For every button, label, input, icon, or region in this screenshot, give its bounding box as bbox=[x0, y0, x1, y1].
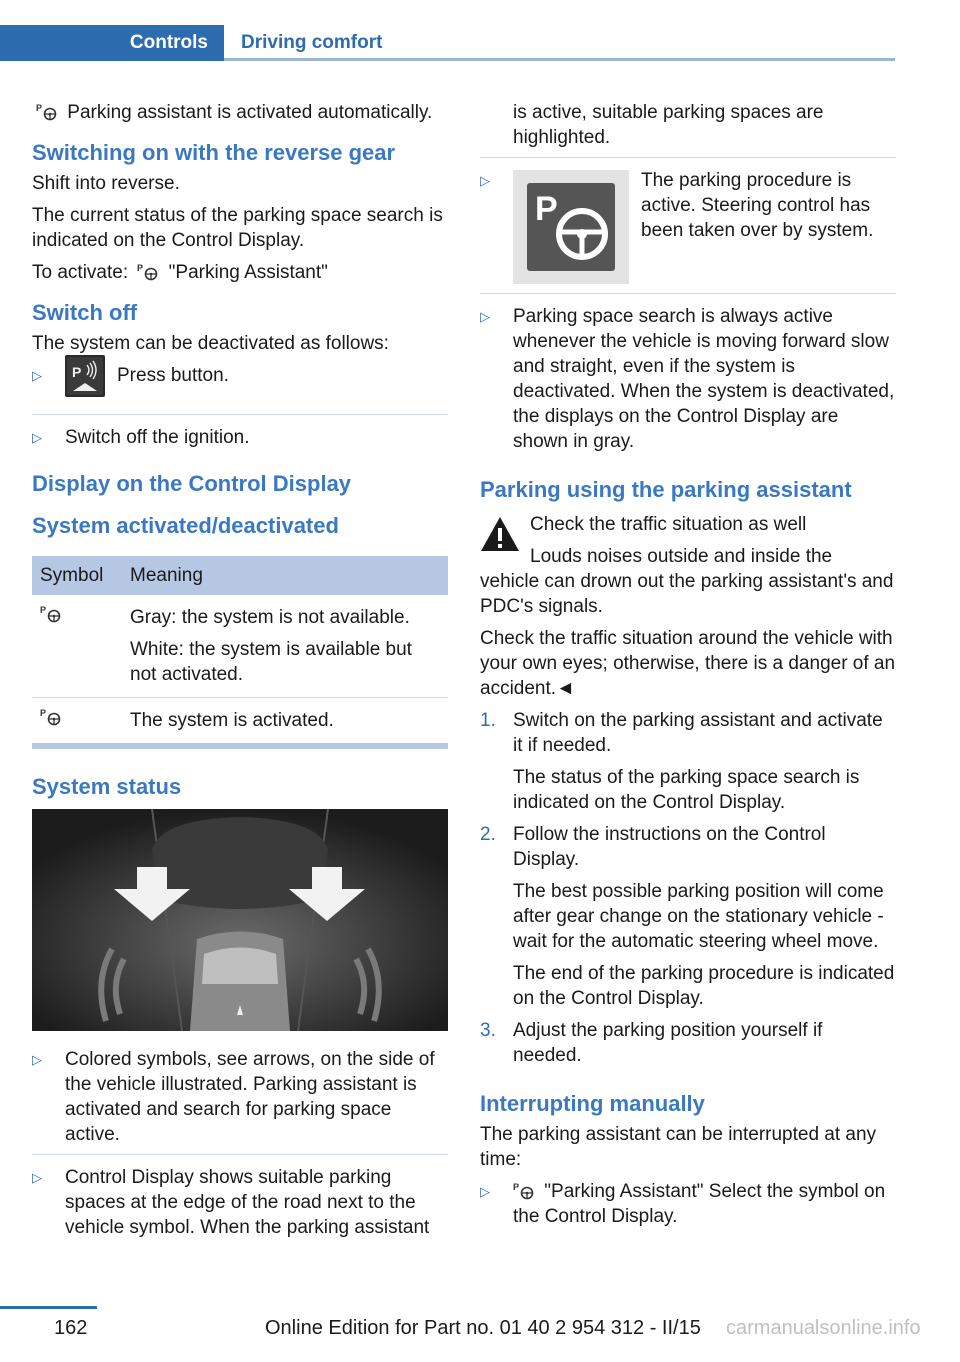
bullet-parking-search bbox=[480, 304, 896, 454]
heading-switch-off: Switch off bbox=[32, 300, 138, 325]
bullet-procedure-active bbox=[480, 168, 896, 286]
warning-block bbox=[480, 512, 896, 537]
warning-triangle-icon bbox=[480, 516, 520, 552]
parking-procedure-icon bbox=[513, 170, 629, 284]
divider bbox=[32, 414, 448, 415]
activate-menu-item: "Parking Assistant" bbox=[168, 262, 328, 283]
parking-assistant-icon[interactable] bbox=[513, 1182, 535, 1200]
tab-controls[interactable]: Controls bbox=[0, 25, 224, 61]
parking-assistant-active-icon bbox=[40, 708, 62, 726]
svg-text:P: P bbox=[137, 263, 144, 273]
svg-text:P: P bbox=[72, 364, 82, 380]
meaning-gray: Gray: the system is not available. bbox=[130, 607, 410, 628]
activate-line bbox=[32, 260, 448, 285]
system-status-image bbox=[32, 809, 448, 1031]
bullet-triangle-icon: ▷ bbox=[480, 309, 490, 324]
parking-assistant-icon bbox=[36, 103, 58, 121]
heading-system-activated: System activated/deactivated bbox=[32, 513, 339, 538]
step-text: Adjust the parking position yourself if needed. bbox=[513, 1020, 823, 1066]
step-number: 1. bbox=[480, 710, 496, 731]
list-item bbox=[480, 822, 896, 1011]
warning-text-1: Louds noises outside and inside the vehicle can drown out the parking assistant's and PDC's signals. bbox=[480, 546, 894, 617]
step-text: Follow the instructions on the Control Display. bbox=[513, 824, 826, 870]
heading-system-status: System status bbox=[32, 774, 182, 799]
heading-interrupting: Interrupting manually bbox=[480, 1091, 705, 1116]
parking-assistant-icon[interactable] bbox=[137, 263, 159, 281]
footer-edition: Online Edition for Part no. 01 40 2 954 312 - II/15 bbox=[265, 1317, 701, 1339]
interrupt-text: The parking assistant can be interrupted at any time: bbox=[480, 1124, 877, 1170]
divider bbox=[32, 1154, 448, 1155]
tab-driving-comfort[interactable]: Driving comfort bbox=[241, 32, 383, 53]
list-item bbox=[480, 708, 896, 815]
table-cell-meaning bbox=[122, 595, 448, 698]
bullet-select-symbol bbox=[480, 1179, 896, 1229]
table-row bbox=[32, 698, 448, 747]
table-cell-meaning: The system is activated. bbox=[122, 698, 448, 747]
watermark: carmanualsonline.info bbox=[726, 1317, 921, 1339]
step-subtext: The end of the parking procedure is indicated on the Control Display. bbox=[513, 963, 895, 1009]
status-text: The current status of the parking space search is indicated on the Control Display. bbox=[32, 205, 443, 251]
right-column bbox=[480, 100, 896, 1236]
table-row bbox=[32, 595, 448, 698]
step-subtext: The best possible parking position will come after gear change on the stationary vehicle - wait for the automatic steering wheel move. bbox=[513, 881, 884, 952]
bullet-control-display bbox=[32, 1165, 448, 1240]
step-subtext: The status of the parking space search is indicated on the Control Display. bbox=[513, 767, 860, 813]
press-button-text: Press button. bbox=[117, 365, 229, 386]
page-number: 162 bbox=[54, 1317, 88, 1339]
svg-text:P: P bbox=[40, 708, 47, 718]
deactivate-text: The system can be deactivated as follows: bbox=[32, 333, 389, 354]
parking-assistant-gray-icon bbox=[40, 605, 62, 623]
symbol-table bbox=[32, 556, 448, 749]
select-symbol-text: "Parking Assistant" Select the symbol on the Control Display. bbox=[513, 1181, 886, 1227]
bullet-triangle-icon: ▷ bbox=[32, 430, 42, 445]
step-number: 3. bbox=[480, 1020, 496, 1041]
procedure-text: The parking procedure is active. Steering control has been taken over by system. bbox=[641, 170, 874, 241]
step-number: 2. bbox=[480, 824, 496, 845]
control-display-text: Control Display shows suitable parking spaces at the edge of the road next to the vehicle symbol. When the parking assistant bbox=[65, 1167, 430, 1238]
warning-title: Check the traffic situation as well bbox=[530, 514, 807, 535]
heading-parking-using: Parking using the parking assistant bbox=[480, 477, 852, 502]
heading-reverse-gear: Switching on with the reverse gear bbox=[32, 140, 396, 165]
list-item bbox=[480, 1018, 896, 1068]
bullet-triangle-icon: ▷ bbox=[32, 368, 42, 383]
svg-text:P: P bbox=[36, 103, 43, 113]
intro-line bbox=[32, 100, 448, 125]
table-header-meaning: Meaning bbox=[122, 556, 448, 595]
bullet-triangle-icon: ▷ bbox=[32, 1170, 42, 1185]
divider bbox=[480, 293, 896, 294]
meaning-white: White: the system is available but not activated. bbox=[130, 639, 412, 685]
activate-prefix: To activate: bbox=[32, 262, 129, 283]
svg-text:P: P bbox=[513, 1182, 520, 1192]
bullet-colored-symbols bbox=[32, 1047, 448, 1147]
divider bbox=[480, 157, 896, 158]
header-tabbar bbox=[0, 25, 895, 61]
parking-search-text: Parking space search is always active whenever the vehicle is moving forward slow and straight, even if the system is deactivated. When the system is deactivated, the displays on the Control Display are shown in gray. bbox=[513, 306, 895, 452]
continuation-text: is active, suitable parking spaces are highlighted. bbox=[513, 102, 824, 148]
bullet-ignition bbox=[32, 425, 448, 450]
warning-text-2: Check the traffic situation around the vehicle with your own eyes; otherwise, there is a danger of an accident.◄ bbox=[480, 628, 896, 699]
heading-control-display: Display on the Control Display bbox=[32, 471, 352, 496]
svg-text:P: P bbox=[40, 605, 47, 615]
step-text: Switch on the parking assistant and activate it if needed. bbox=[513, 710, 883, 756]
svg-text:P: P bbox=[535, 190, 558, 228]
left-column bbox=[32, 100, 448, 1247]
footer-rule bbox=[0, 1306, 97, 1309]
bullet-press-button bbox=[32, 363, 448, 407]
colored-symbols-text: Colored symbols, see arrows, on the side of the vehicle illustrated. Parking assistant is activated and search for parking space active. bbox=[65, 1049, 435, 1145]
table-cell-symbol bbox=[32, 698, 122, 747]
table-cell-symbol bbox=[32, 595, 122, 698]
table-header-symbol: Symbol bbox=[32, 556, 122, 595]
bullet-triangle-icon: ▷ bbox=[32, 1052, 42, 1067]
ignition-text: Switch off the ignition. bbox=[65, 427, 250, 448]
bullet-triangle-icon: ▷ bbox=[480, 1184, 490, 1199]
parking-button-icon bbox=[65, 355, 105, 397]
shift-text: Shift into reverse. bbox=[32, 173, 180, 194]
bullet-triangle-icon: ▷ bbox=[480, 173, 490, 188]
intro-text: Parking assistant is activated automatically. bbox=[67, 102, 433, 123]
